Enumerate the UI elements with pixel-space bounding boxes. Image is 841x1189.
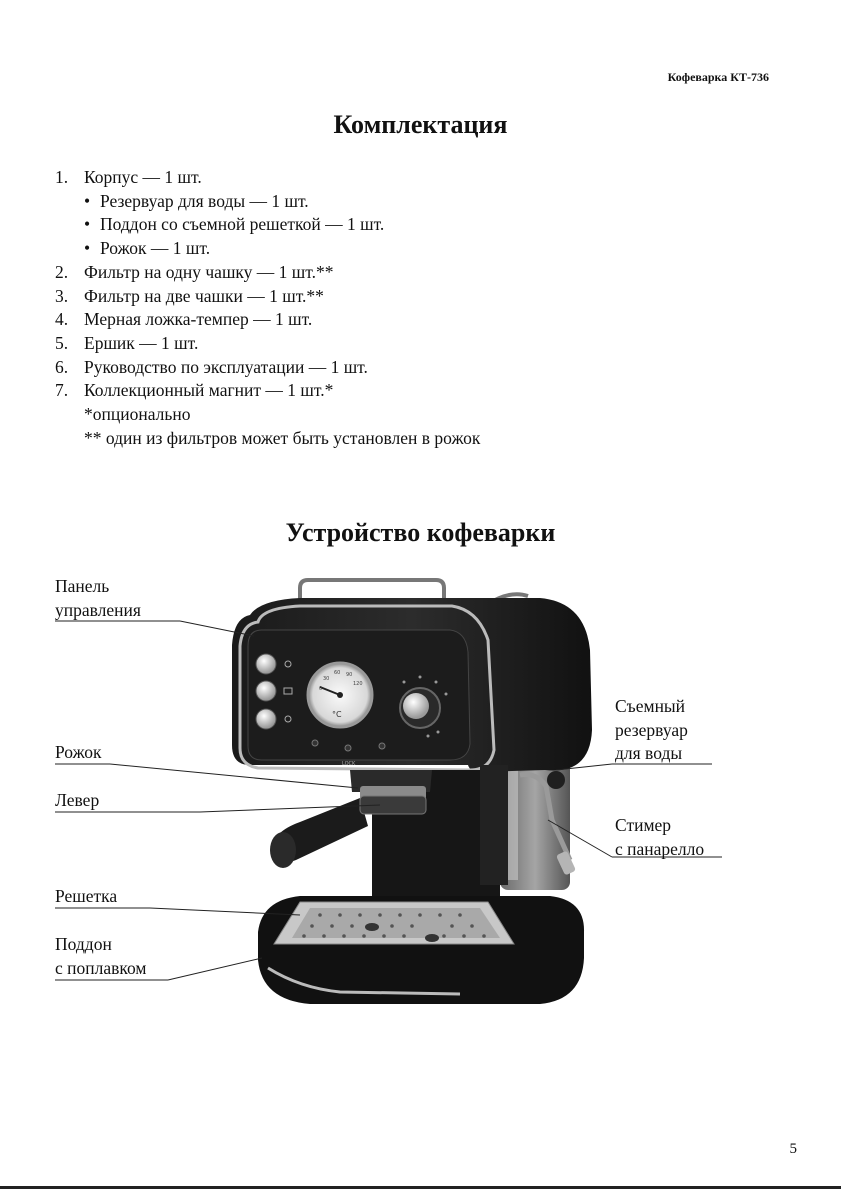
top-rail xyxy=(300,580,444,600)
section-title-contents: Комплектация xyxy=(333,110,508,139)
footnote: *опционально xyxy=(84,404,191,425)
svg-text:60: 60 xyxy=(334,670,341,676)
header-product-name: Кофеварка КТ-736 xyxy=(667,70,769,84)
list-item: 6. Руководство по эксплуатации — 1 шт. xyxy=(55,356,368,377)
list-subitem: • Поддон со съемной решеткой — 1 шт. xyxy=(84,214,385,235)
gauge-unit: °C xyxy=(332,710,342,719)
label-steamer: Стимер с панарелло xyxy=(615,815,705,859)
label-drip-tray: Поддон с поплавком xyxy=(55,934,147,978)
list-item: 5. Ершик — 1 шт. xyxy=(55,332,199,353)
coffee-machine-illustration xyxy=(0,560,841,1060)
list-item: 1. Корпус — 1 шт. xyxy=(55,167,202,187)
label-grate: Решетка xyxy=(55,886,118,906)
svg-text:120: 120 xyxy=(353,681,363,687)
section-title-device: Устройство кофеварки xyxy=(285,518,556,547)
contents-list xyxy=(55,166,480,450)
power-button xyxy=(256,654,276,674)
svg-text:0: 0 xyxy=(319,686,323,692)
page-number: 5 xyxy=(789,1141,797,1157)
label-portafilter: Рожок xyxy=(55,742,102,762)
list-item: 2. Фильтр на одну чашку — 1 шт.** xyxy=(55,261,334,282)
svg-text:90: 90 xyxy=(346,672,353,678)
footnote: ** один из фильтров может быть установлен в рожок xyxy=(84,427,481,448)
list-item: 7. Коллекционный магнит — 1 шт.* xyxy=(55,380,334,401)
steam-button xyxy=(256,709,276,729)
cup-button xyxy=(256,681,276,701)
list-subitem: • Резервуар для воды — 1 шт. xyxy=(84,190,309,211)
label-control-panel: Панель управления xyxy=(55,576,141,620)
list-subitem: • Рожок — 1 шт. xyxy=(84,238,211,259)
svg-text:30: 30 xyxy=(323,676,330,682)
lock-indicator-label: LOCK xyxy=(342,761,356,767)
list-item: 3. Фильтр на две чашки — 1 шт.** xyxy=(55,285,324,306)
list-item: 4. Мерная ложка-темпер — 1 шт. xyxy=(55,309,313,330)
label-water-tank: Съемный резервуар для воды xyxy=(615,696,688,763)
label-lever: Левер xyxy=(55,790,100,810)
